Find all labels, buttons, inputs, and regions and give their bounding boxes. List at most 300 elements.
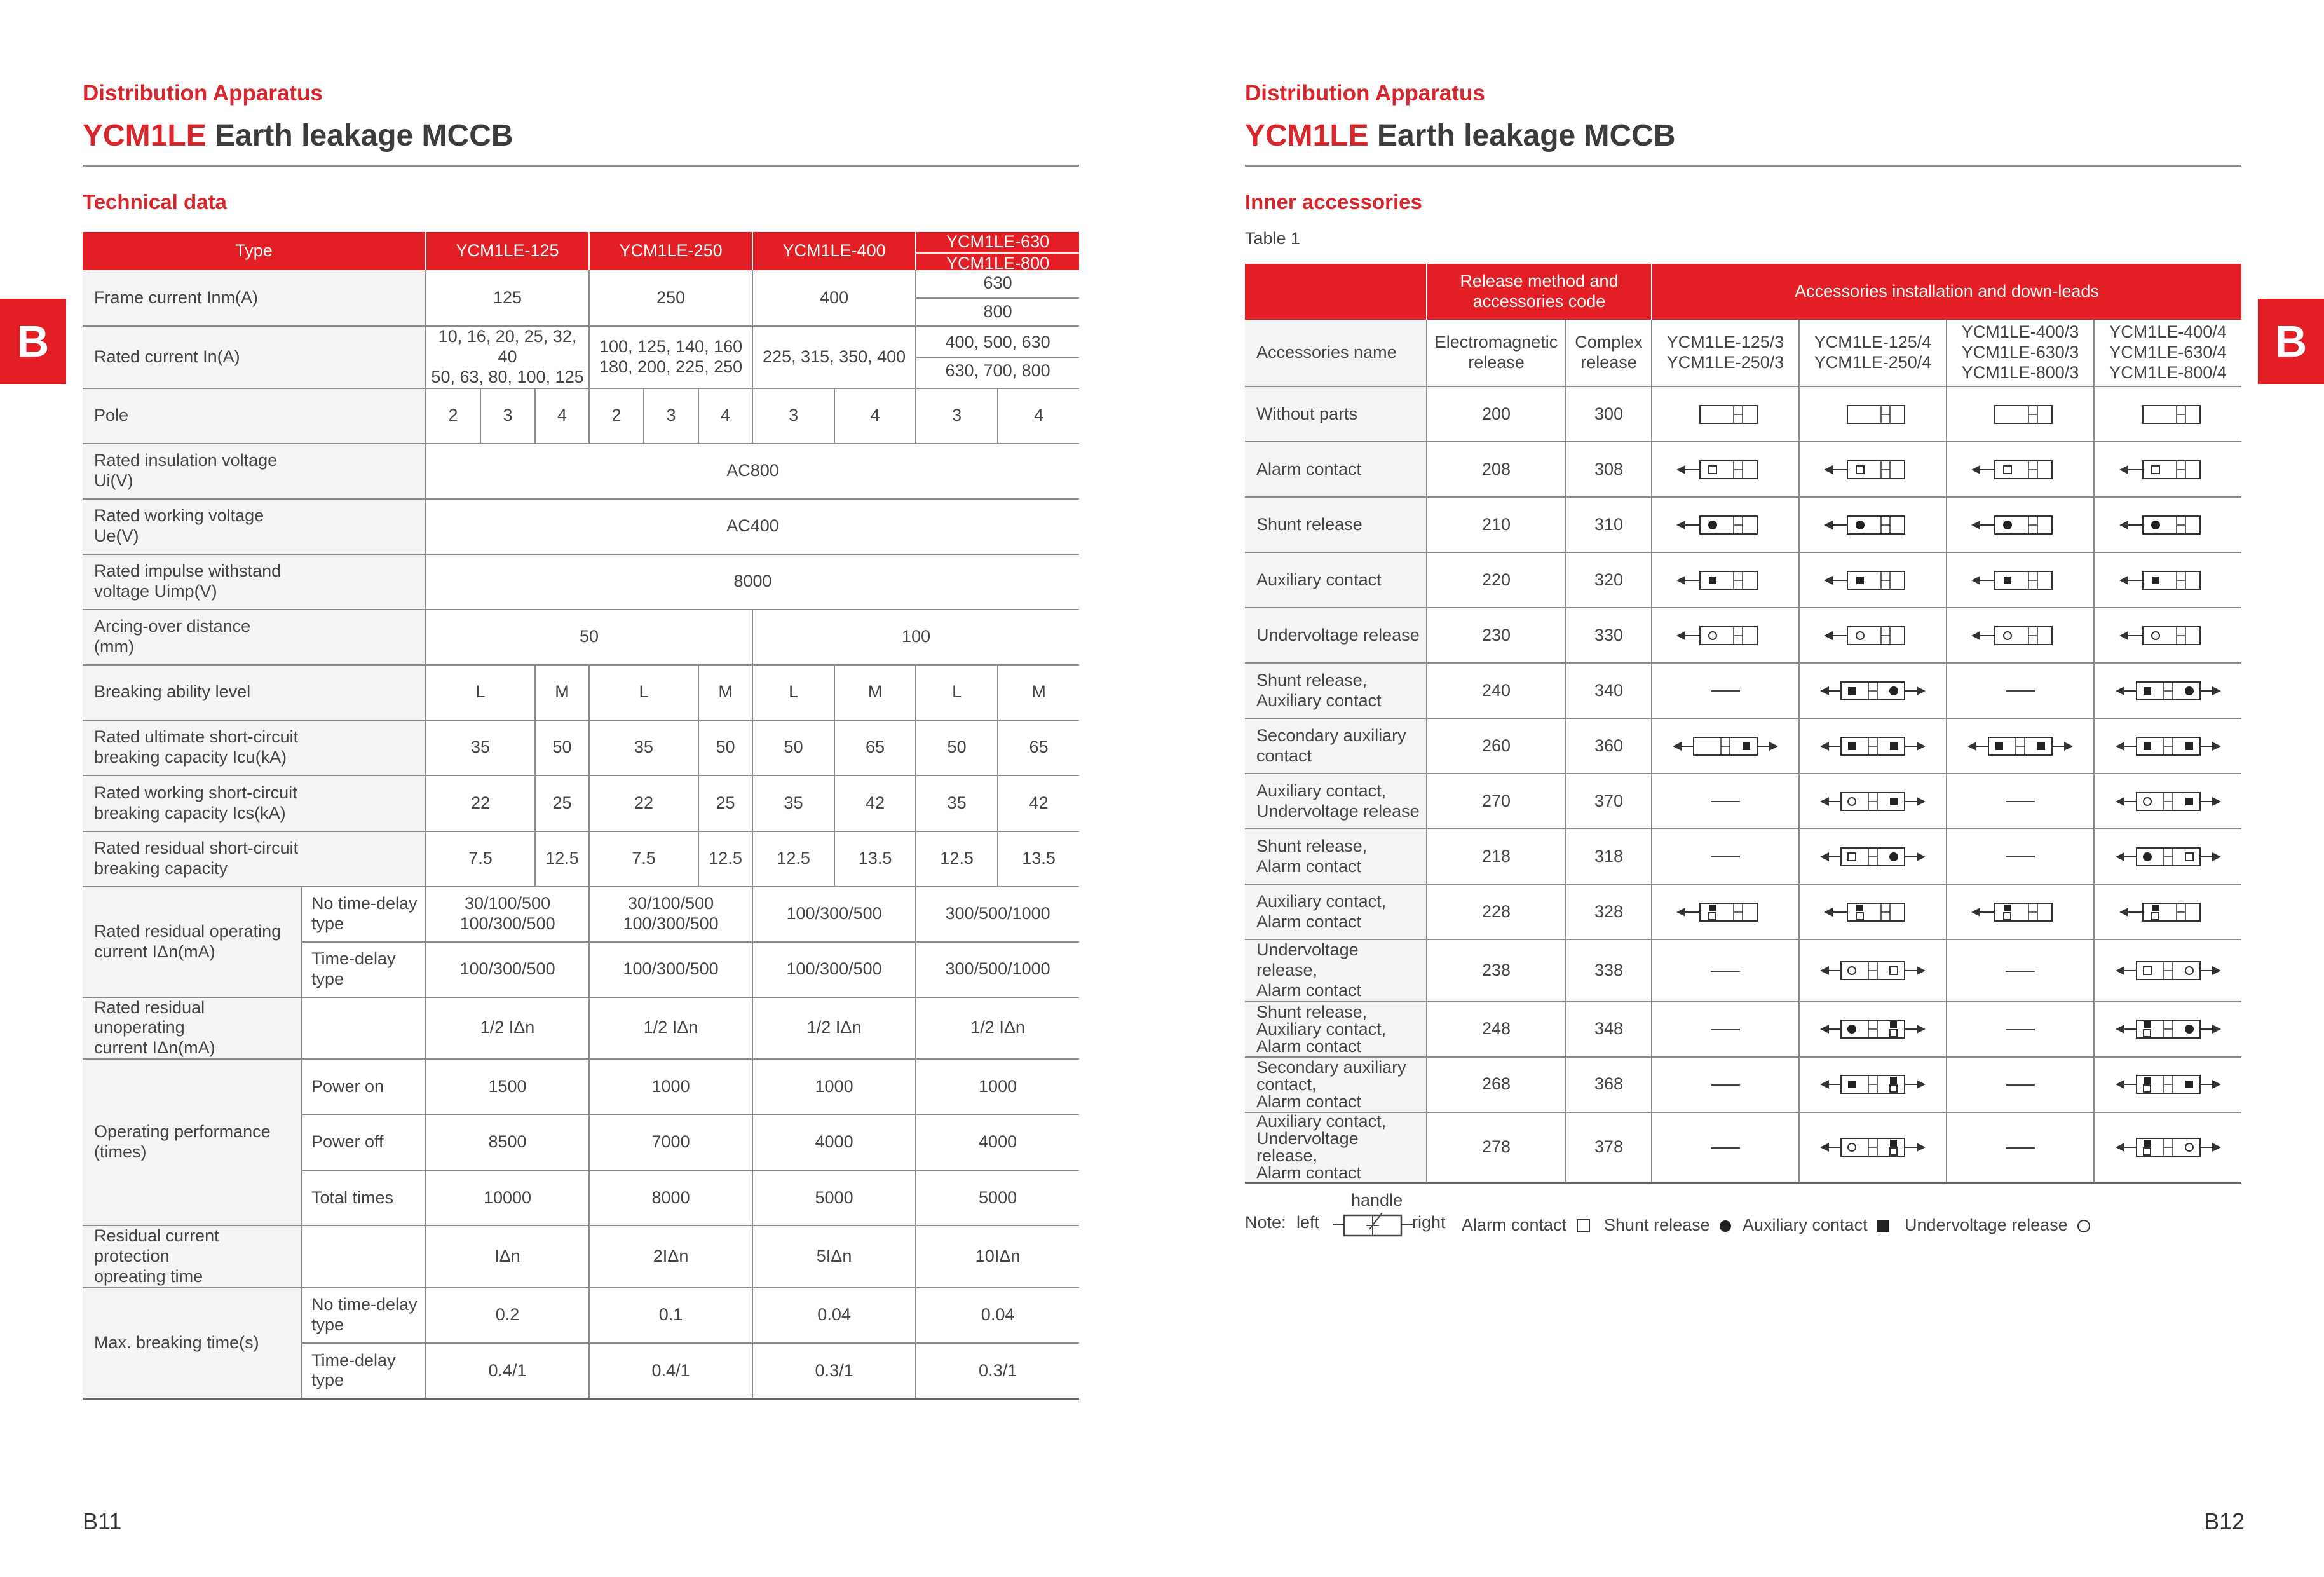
cell: 50 [752, 720, 834, 775]
label-line: current IΔn(mA) [94, 1038, 215, 1058]
undervoltage-release-icon [2185, 967, 2193, 974]
accessory-name-line: Auxiliary contact [1256, 690, 1382, 710]
cell: 4000 [916, 1114, 1079, 1170]
accessory-diagram-icon [1819, 788, 1927, 816]
accessory-row [1245, 497, 2241, 552]
installation-diagram [1799, 1057, 1947, 1112]
cell: 4 [834, 388, 916, 444]
accessory-name-line: contact, [1256, 1074, 1317, 1094]
label-line: voltage Uimp(V) [94, 582, 217, 601]
row-insulation-voltage [83, 444, 1079, 499]
label-line: current IΔn(mA) [94, 941, 215, 961]
left-arrow-icon [1824, 521, 1833, 529]
cell-value: 400, 500, 630 [945, 332, 1050, 352]
cell: 7.5 [426, 831, 535, 887]
cell: 100/300/500 [589, 942, 752, 997]
cell: 1/2 IΔn [916, 997, 1079, 1060]
label-line: Ue(V) [94, 526, 139, 546]
installation-diagram [1799, 774, 1947, 829]
left-arrow-icon [1824, 631, 1833, 640]
not-available-dash [1711, 1147, 1740, 1149]
cell: 50 [535, 720, 589, 775]
accessory-name-line: Alarm contact [1256, 980, 1362, 1000]
cell: 50 [698, 720, 752, 775]
row-max-breaking-ntd [83, 1288, 1079, 1343]
cell: 3 [916, 388, 998, 444]
installation-diagram [2094, 718, 2241, 774]
right-header-rule [1245, 165, 2241, 167]
cell: 1500 [426, 1059, 589, 1114]
cell: L [916, 665, 998, 720]
row-rated-current [83, 326, 1079, 388]
electromagnetic-code: 200 [1427, 386, 1566, 442]
installation-diagram [1799, 884, 1947, 939]
auxiliary-contact-icon [2185, 798, 2193, 805]
installation-diagram [1799, 552, 1947, 608]
installation-diagram [2094, 774, 2241, 829]
installation-diagram [1652, 497, 1799, 552]
installation-diagram [2094, 1057, 2241, 1112]
accessory-name [1245, 442, 1427, 497]
accessory-diagram-icon [1819, 677, 1927, 705]
not-available-dash [1711, 801, 1740, 802]
cell [916, 270, 1079, 326]
accessory-diagram-icon [2114, 1015, 2222, 1043]
cell: 225, 315, 350, 400 [752, 326, 916, 388]
auxiliary-contact-icon [2037, 742, 2045, 750]
cell: 100/300/500 [752, 942, 916, 997]
auxiliary-contact-icon [1709, 905, 1716, 911]
installation-diagram [1947, 386, 2094, 442]
right-arrow-icon [2212, 1025, 2221, 1034]
accessory-name-line: Auxiliary contact, [1256, 1112, 1387, 1131]
cell: 3 [480, 388, 535, 444]
auxiliary-contact-icon [2144, 687, 2151, 695]
left-arrow-icon [1820, 797, 1829, 806]
accessory-name-line: Undervoltage release [1256, 801, 1420, 821]
installation-diagram [1947, 442, 2094, 497]
residual-short-circuit-label [83, 831, 426, 887]
accessory-name-line: Shunt release, [1256, 1002, 1368, 1021]
left-arrow-icon [1971, 908, 1980, 917]
left-header-rule [83, 165, 1079, 167]
col-ycm1le-125: YCM1LE-125 [426, 232, 589, 270]
arcing-distance-label [83, 610, 426, 665]
cell: 125 [426, 270, 589, 326]
label-line: No time-delay [311, 1295, 418, 1314]
complex-code: 378 [1566, 1112, 1652, 1183]
installation-diagram [1947, 608, 2094, 663]
right-arrow-icon [1769, 742, 1778, 751]
left-arrow-icon [1824, 908, 1833, 917]
note-shunt-legend [1604, 1215, 1731, 1235]
time-delay-label [302, 1343, 426, 1399]
cell: 250 [589, 270, 752, 326]
undervoltage-release-icon [1709, 632, 1716, 639]
accessory-name-line: Shunt release, [1256, 670, 1368, 690]
accessory-diagram-icon [1966, 566, 2074, 594]
electromagnetic-code: 270 [1427, 774, 1566, 829]
installation-diagram [1799, 829, 1947, 884]
complex-code: 360 [1566, 718, 1652, 774]
shunt-legend-label: Shunt release [1604, 1215, 1710, 1234]
left-title-rest: Earth leakage MCCB [206, 119, 513, 153]
right-arrow-icon [2212, 686, 2221, 695]
cell: M [998, 665, 1079, 720]
left-arrow-icon [2116, 797, 2124, 806]
row-arcing-distance [83, 610, 1079, 665]
left-arrow-icon [1673, 742, 1682, 751]
accessory-diagram-icon [1819, 957, 1927, 985]
accessory-name-line: Shunt release [1256, 514, 1362, 534]
installation-diagram [1652, 939, 1799, 1002]
cell: 100/300/500 [752, 887, 916, 942]
note-aux-legend [1743, 1215, 1889, 1235]
time-delay-label [302, 942, 426, 997]
shunt-release-icon [1856, 521, 1865, 529]
cell: 5IΔn [752, 1225, 916, 1288]
installation-diagram [1652, 774, 1799, 829]
row-protection-time [83, 1225, 1079, 1288]
left-arrow-icon [2116, 1143, 2124, 1152]
cell: M [834, 665, 916, 720]
electromagnetic-code: 260 [1427, 718, 1566, 774]
cell: 0.1 [589, 1288, 752, 1343]
installation-diagram [1799, 718, 1947, 774]
accessory-row [1245, 829, 2241, 884]
complex-code: 300 [1566, 386, 1652, 442]
cell: 12.5 [698, 831, 752, 887]
ics-label [83, 775, 426, 831]
label-line: type [311, 1370, 344, 1390]
cell: 35 [916, 775, 998, 831]
accessory-name-line: Secondary auxiliary [1256, 725, 1406, 745]
undervoltage-release-icon [1856, 632, 1864, 639]
shunt-release-icon [2185, 686, 2194, 695]
technical-data-heading: Technical data [83, 190, 227, 214]
row-pole [83, 388, 1079, 444]
accessory-diagram-icon [2114, 843, 2222, 871]
installation-diagram [1652, 608, 1799, 663]
label-line: (mm) [94, 637, 134, 657]
cell [589, 326, 752, 388]
accessory-name-line: Alarm contact [1256, 1091, 1362, 1111]
header-line: YCM1LE-250/4 [1814, 353, 1932, 372]
installation-diagram [1947, 497, 2094, 552]
label-line: breaking capacity Icu(kA) [94, 748, 287, 767]
breaker-box [1700, 571, 1757, 589]
right-arrow-icon [2064, 742, 2073, 751]
col-ycm1le-630-800 [916, 232, 1079, 270]
left-arrow-icon [1820, 966, 1829, 975]
cell: 7000 [589, 1114, 752, 1170]
note-right-label: right [1412, 1213, 1446, 1232]
table-1-label: Table 1 [1245, 229, 1301, 248]
accessory-name-line: Alarm contact [1256, 1163, 1362, 1182]
label-line: type [311, 1315, 344, 1335]
icu-label [83, 720, 426, 775]
left-page-number: B11 [83, 1508, 122, 1534]
model-header-1 [1652, 320, 1799, 386]
electromagnetic-code: 208 [1427, 442, 1566, 497]
right-arrow-icon [1917, 742, 1926, 751]
left-arrow-icon [2119, 521, 2128, 529]
accessory-diagram-icon [2114, 511, 2222, 539]
cell: 35 [589, 720, 698, 775]
row-breaking-ability [83, 665, 1079, 720]
accessory-name-line: Auxiliary contact, [1256, 891, 1387, 911]
auxiliary-contact-icon [2144, 1021, 2151, 1028]
alarm-contact-icon [1890, 967, 1898, 974]
cell: M [698, 665, 752, 720]
handle-diagram-icon [1331, 1210, 1414, 1241]
cell: 12.5 [916, 831, 998, 887]
accessory-diagram-icon [2114, 898, 2222, 926]
left-arrow-icon [1676, 576, 1685, 585]
breaker-box [1847, 406, 1905, 423]
technical-data-table [83, 232, 1079, 1400]
accessory-diagram-icon [1819, 898, 1927, 926]
left-arrow-icon [1820, 686, 1829, 695]
accessory-row [1245, 1002, 2241, 1057]
accessory-row [1245, 663, 2241, 718]
accessory-name [1245, 829, 1427, 884]
alarm-contact-icon [1709, 913, 1716, 920]
right-title-rest: Earth leakage MCCB [1368, 119, 1676, 153]
label-line: Ui(V) [94, 471, 133, 491]
not-available-dash [1711, 690, 1740, 692]
right-arrow-icon [1917, 797, 1926, 806]
pole-label: Pole [83, 388, 426, 444]
accessory-row [1245, 774, 2241, 829]
no-time-delay-label [302, 887, 426, 942]
row-residual-short-circuit [83, 831, 1079, 887]
accessory-row [1245, 884, 2241, 939]
header-line: accessories code [1472, 292, 1606, 311]
cell: 2 [426, 388, 480, 444]
accessory-diagram-icon [1819, 732, 1927, 760]
cell: 5000 [916, 1170, 1079, 1225]
left-arrow-icon [1971, 631, 1980, 640]
not-available-dash [2006, 801, 2035, 802]
alarm-contact-icon [2004, 466, 2011, 474]
undervoltage-release-icon [2077, 1220, 2090, 1232]
accessory-row [1245, 1112, 2241, 1183]
auxiliary-contact-icon [1848, 687, 1856, 695]
auxiliary-contact-icon [1743, 742, 1750, 750]
label-line: Operating performance [94, 1122, 271, 1142]
auxiliary-contact-icon [1890, 742, 1898, 750]
label-line: Rated insulation voltage [94, 451, 278, 470]
auxiliary-contact-icon [2185, 742, 2193, 750]
installation-diagram [2094, 497, 2241, 552]
accessory-diagram-icon [1819, 622, 1927, 650]
cell: 22 [589, 775, 698, 831]
impulse-voltage-label [83, 554, 426, 610]
left-section-tab: B [0, 299, 66, 384]
installation-diagram [1652, 663, 1799, 718]
installation-diagram [2094, 386, 2241, 442]
right-page-title [1245, 118, 1676, 153]
cell: 0.04 [752, 1288, 916, 1343]
label-line: breaking capacity Ics(kA) [94, 803, 286, 823]
accessory-diagram-icon [1966, 456, 2074, 484]
accessory-diagram-icon [1819, 566, 1927, 594]
cell-value: 630, 700, 800 [916, 357, 1079, 385]
label-line: Time-delay [311, 949, 396, 969]
header-line: Electromagnetic [1434, 332, 1558, 352]
not-available-dash [1711, 971, 1740, 972]
cell-value: 800 [916, 297, 1079, 326]
installation-diagram [1799, 1002, 1947, 1057]
installation-diagram [2094, 663, 2241, 718]
max-breaking-time-label: Max. breaking time(s) [83, 1288, 302, 1399]
power-off-label: Power off [302, 1114, 426, 1170]
note-under-legend [1905, 1215, 2090, 1235]
installation-diagram [1652, 552, 1799, 608]
installation-diagram [1652, 1002, 1799, 1057]
accessory-row [1245, 442, 2241, 497]
left-arrow-icon [2116, 686, 2124, 695]
accessory-diagram-icon [1671, 456, 1779, 484]
cell: 100/300/500 [426, 942, 589, 997]
installation-diagram [1652, 829, 1799, 884]
complex-code: 348 [1566, 1002, 1652, 1057]
not-available-dash [2006, 1147, 2035, 1149]
not-available-dash [1711, 856, 1740, 857]
left-arrow-icon [2116, 1025, 2124, 1034]
label-line: opreating time [94, 1266, 203, 1286]
accessory-row [1245, 1057, 2241, 1112]
header-line: Release method and [1460, 271, 1619, 291]
cell [589, 887, 752, 942]
left-arrow-icon [2116, 852, 2124, 861]
cell: 4000 [752, 1114, 916, 1170]
installation-diagram [1947, 1112, 2094, 1183]
breaker-box [2143, 406, 2200, 423]
header-line: YCM1LE-800/3 [1961, 362, 2079, 382]
label-line: Rated residual unoperating [94, 997, 205, 1037]
col-ycm1le-800: YCM1LE-800 [916, 252, 1079, 270]
cell: 7.5 [589, 831, 698, 887]
label-line: (times) [94, 1142, 147, 1162]
col-installation: Accessories installation and down-leads [1652, 264, 2241, 320]
auxiliary-contact-icon [2152, 905, 2159, 911]
complex-code: 338 [1566, 939, 1652, 1002]
col-ycm1le-630: YCM1LE-630 [946, 232, 1050, 251]
accessory-diagram-icon [2114, 400, 2222, 428]
auxiliary-contact-icon [2144, 1140, 2151, 1147]
accessory-row [1245, 718, 2241, 774]
left-title-model: YCM1LE [83, 119, 207, 153]
alarm-contact-icon [1890, 1148, 1897, 1155]
cell [302, 1225, 426, 1288]
header-line: YCM1LE-125/4 [1814, 332, 1932, 352]
accessory-name-line: Auxiliary contact [1256, 570, 1382, 589]
label-line: Rated impulse withstand [94, 561, 282, 581]
header-blank [1245, 264, 1427, 320]
frame-current-label: Frame current Inm(A) [83, 270, 426, 326]
left-arrow-icon [1820, 1080, 1829, 1089]
accessory-row [1245, 608, 2241, 663]
electromagnetic-code: 268 [1427, 1057, 1566, 1112]
cell: 0.04 [916, 1288, 1079, 1343]
left-arrow-icon [1676, 631, 1685, 640]
auxiliary-contact-icon [1890, 1021, 1897, 1028]
auxiliary-contact-icon [1856, 905, 1863, 911]
accessory-name-line: Undervoltage release [1256, 625, 1420, 645]
accessory-name-line: Auxiliary contact, [1256, 1019, 1387, 1039]
accessory-name-line: Secondary auxiliary [1256, 1057, 1406, 1077]
cell: 25 [535, 775, 589, 831]
cell: 42 [998, 775, 1079, 831]
aux-legend-label: Auxiliary contact [1743, 1215, 1868, 1234]
accessory-name-line: contact [1256, 746, 1312, 765]
alarm-contact-icon [2144, 1085, 2151, 1092]
accessory-name-line: Alarm contact [1256, 856, 1362, 876]
residual-unoperating-label [83, 997, 302, 1060]
complex-code: 308 [1566, 442, 1652, 497]
cell: AC800 [426, 444, 1079, 499]
cell [916, 326, 1079, 388]
left-arrow-icon [2119, 465, 2128, 474]
accessory-name [1245, 1112, 1427, 1183]
right-arrow-icon [1917, 1143, 1926, 1152]
right-arrow-icon [1917, 966, 1926, 975]
left-arrow-icon [1967, 742, 1976, 751]
cell: 1/2 IΔn [589, 997, 752, 1060]
installation-diagram [1947, 884, 2094, 939]
electromagnetic-code: 278 [1427, 1112, 1566, 1183]
inner-accessories-heading: Inner accessories [1245, 190, 1422, 214]
label-line: type [311, 969, 344, 989]
installation-diagram [2094, 939, 2241, 1002]
accessory-diagram-icon [1819, 1133, 1927, 1161]
installation-diagram [1947, 552, 2094, 608]
alarm-contact-icon [2185, 853, 2193, 861]
cell: 8000 [426, 554, 1079, 610]
auxiliary-contact-icon [2152, 577, 2159, 584]
accessory-name [1245, 497, 1427, 552]
complex-code: 310 [1566, 497, 1652, 552]
accessory-diagram-icon [1819, 1070, 1927, 1098]
cell: 12.5 [752, 831, 834, 887]
shunt-release-icon [2003, 521, 2012, 529]
alarm-contact-icon [1856, 913, 1863, 920]
cell: 300/500/1000 [916, 887, 1079, 942]
cell: 2IΔn [589, 1225, 752, 1288]
label-line: Arcing-over distance [94, 617, 251, 636]
cell: 35 [752, 775, 834, 831]
accessory-name-line: Undervoltage release, [1256, 940, 1359, 980]
installation-diagram [2094, 1112, 2241, 1183]
alarm-contact-icon [1890, 1030, 1897, 1037]
right-arrow-icon [1917, 852, 1926, 861]
cell: 22 [426, 775, 535, 831]
left-arrow-icon [1676, 908, 1685, 917]
undervoltage-release-icon [2185, 1143, 2193, 1151]
cell: 65 [834, 720, 916, 775]
cell: 8000 [589, 1170, 752, 1225]
breaker-box [1847, 571, 1905, 589]
auxiliary-contact-icon [1856, 577, 1864, 584]
accessory-name [1245, 1002, 1427, 1057]
col-ycm1le-400: YCM1LE-400 [752, 232, 916, 270]
undervoltage-release-icon [1848, 967, 1856, 974]
complex-code: 370 [1566, 774, 1652, 829]
alarm-contact-icon [1848, 853, 1856, 861]
cell: 1000 [589, 1059, 752, 1114]
